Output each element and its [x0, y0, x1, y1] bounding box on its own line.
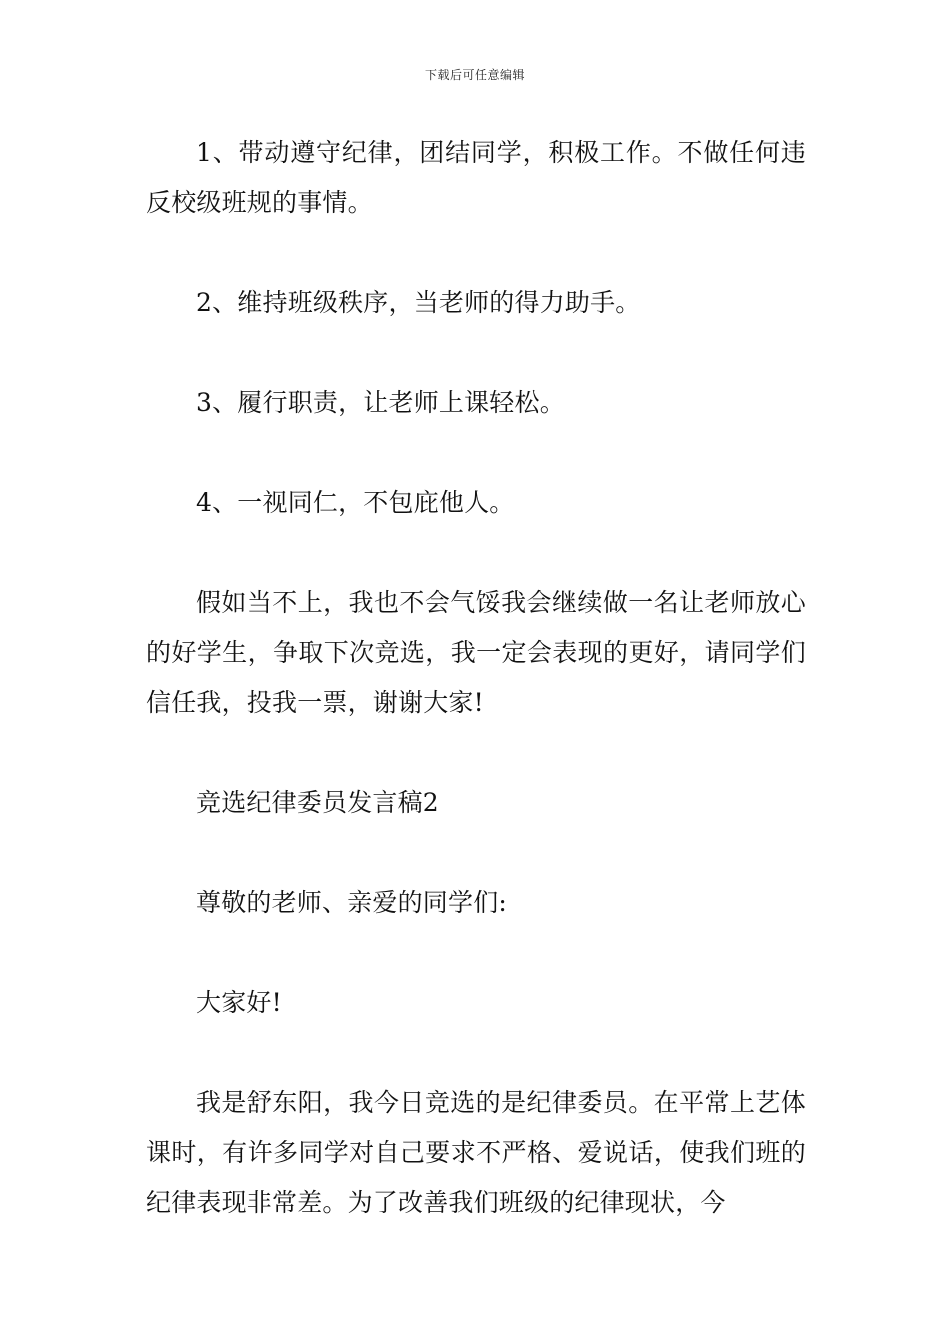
- paragraph-closing: 假如当不上，我也不会气馁我会继续做一名让老师放心的好学生，争取下次竞选，我一定会表现的更好，请同学们信任我，投我一票，谢谢大家!: [146, 588, 806, 717]
- paragraph-duty-4: 4、一视同仁，不包庇他人。: [196, 488, 515, 517]
- greeting: 大家好!: [196, 988, 282, 1017]
- paragraph-duty-3: 3、履行职责，让老师上课轻松。: [196, 388, 565, 417]
- paragraph-introduction: 我是舒东阳，我今日竞选的是纪律委员。在平常上艺体课时，有许多同学对自己要求不严格、爱说话，使我们班的纪律表现非常差。为了改善我们班级的纪律现状，今: [146, 1088, 806, 1217]
- header-note: 下载后可任意编辑: [424, 68, 525, 82]
- salutation: 尊敬的老师、亲爱的同学们:: [196, 888, 508, 917]
- paragraph-duty-2: 2、维持班级秩序，当老师的得力助手。: [196, 288, 641, 317]
- speech-title: 竞选纪律委员发言稿2: [196, 788, 439, 817]
- paragraph-duty-1: 1、带动遵守纪律，团结同学，积极工作。不做任何违反校级班规的事情。: [146, 138, 806, 217]
- document-body: [146, 128, 806, 1228]
